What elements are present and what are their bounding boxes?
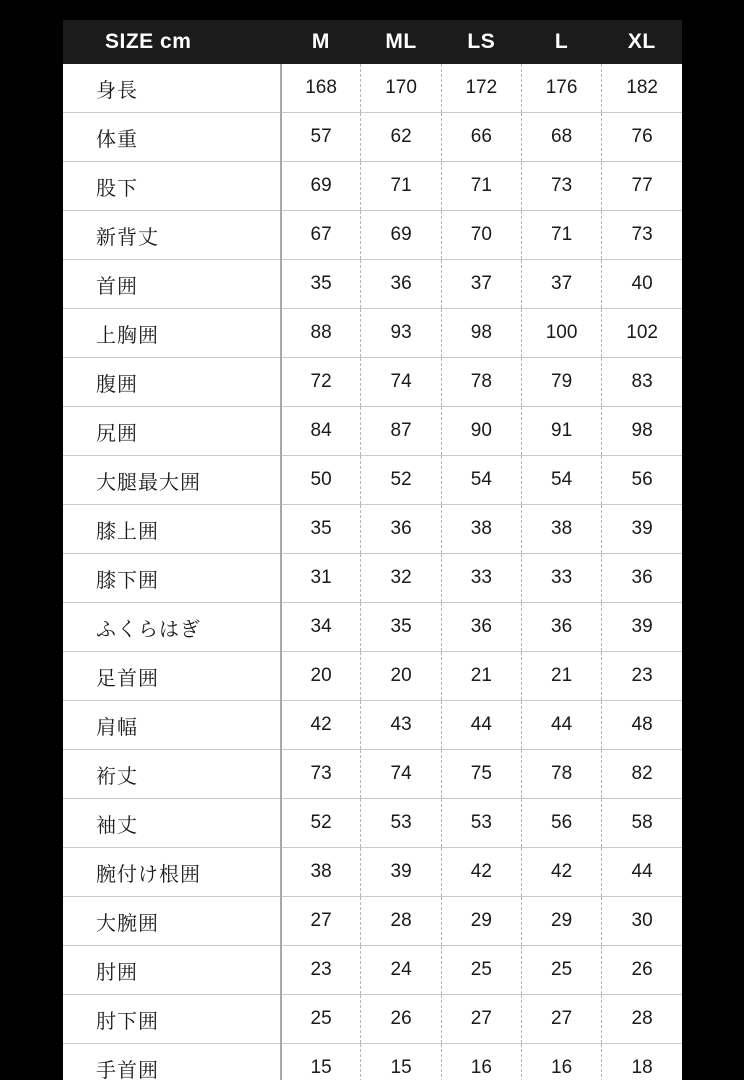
- table-row: [63, 897, 682, 946]
- row-label: 裄丈: [63, 750, 281, 799]
- table-row: [63, 64, 682, 113]
- cell-value: 20: [281, 652, 361, 701]
- table-row: [63, 162, 682, 211]
- cell-value: 23: [602, 652, 682, 701]
- cell-value: 18: [602, 1044, 682, 1080]
- cell-value: 40: [602, 260, 682, 309]
- cell-value: 42: [521, 848, 601, 897]
- cell-value: 69: [361, 211, 441, 260]
- table-row: [63, 652, 682, 701]
- table-row: [63, 211, 682, 260]
- cell-value: 98: [441, 309, 521, 358]
- cell-value: 48: [602, 701, 682, 750]
- cell-value: 29: [521, 897, 601, 946]
- row-label: 体重: [63, 113, 281, 162]
- cell-value: 37: [521, 260, 601, 309]
- cell-value: 53: [361, 799, 441, 848]
- cell-value: 102: [602, 309, 682, 358]
- cell-value: 36: [602, 554, 682, 603]
- cell-value: 182: [602, 64, 682, 113]
- cell-value: 15: [361, 1044, 441, 1080]
- cell-value: 75: [441, 750, 521, 799]
- table-header: [63, 20, 682, 64]
- cell-value: 93: [361, 309, 441, 358]
- cell-value: 67: [281, 211, 361, 260]
- cell-value: 39: [361, 848, 441, 897]
- row-label: 身長: [63, 64, 281, 113]
- cell-value: 44: [441, 701, 521, 750]
- cell-value: 38: [441, 505, 521, 554]
- cell-value: 16: [441, 1044, 521, 1080]
- cell-value: 56: [602, 456, 682, 505]
- cell-value: 72: [281, 358, 361, 407]
- header-col-m: M: [311, 30, 330, 53]
- row-label: 膝上囲: [63, 505, 281, 554]
- table-row: [63, 456, 682, 505]
- table-row: [63, 113, 682, 162]
- cell-value: 83: [602, 358, 682, 407]
- cell-value: 21: [521, 652, 601, 701]
- size-chart-sheet: [63, 20, 682, 1080]
- cell-value: 31: [281, 554, 361, 603]
- cell-value: 15: [281, 1044, 361, 1080]
- row-label: 首囲: [63, 260, 281, 309]
- cell-value: 27: [281, 897, 361, 946]
- cell-value: 77: [602, 162, 682, 211]
- cell-value: 54: [521, 456, 601, 505]
- cell-value: 29: [441, 897, 521, 946]
- cell-value: 38: [521, 505, 601, 554]
- cell-value: 35: [281, 260, 361, 309]
- table-row: [63, 358, 682, 407]
- cell-value: 73: [281, 750, 361, 799]
- table-row: [63, 407, 682, 456]
- size-chart-table: [63, 20, 682, 1080]
- row-label: 腹囲: [63, 358, 281, 407]
- cell-value: 39: [602, 505, 682, 554]
- cell-value: 98: [602, 407, 682, 456]
- cell-value: 70: [441, 211, 521, 260]
- cell-value: 30: [602, 897, 682, 946]
- table-row: [63, 1044, 682, 1080]
- cell-value: 32: [361, 554, 441, 603]
- header-size-unit: SIZE cm: [105, 30, 192, 53]
- cell-value: 84: [281, 407, 361, 456]
- cell-value: 56: [521, 799, 601, 848]
- row-label: 股下: [63, 162, 281, 211]
- table-row: [63, 946, 682, 995]
- row-label: ふくらはぎ: [63, 603, 281, 652]
- cell-value: 36: [441, 603, 521, 652]
- row-label: 上胸囲: [63, 309, 281, 358]
- cell-value: 100: [521, 309, 601, 358]
- cell-value: 73: [602, 211, 682, 260]
- cell-value: 53: [441, 799, 521, 848]
- cell-value: 68: [521, 113, 601, 162]
- row-label: 腕付け根囲: [63, 848, 281, 897]
- cell-value: 50: [281, 456, 361, 505]
- cell-value: 25: [441, 946, 521, 995]
- cell-value: 172: [441, 64, 521, 113]
- cell-value: 52: [281, 799, 361, 848]
- table-row: [63, 260, 682, 309]
- table-row: [63, 309, 682, 358]
- cell-value: 87: [361, 407, 441, 456]
- cell-value: 25: [281, 995, 361, 1044]
- header-col-ls: LS: [467, 30, 496, 53]
- cell-value: 58: [602, 799, 682, 848]
- cell-value: 66: [441, 113, 521, 162]
- cell-value: 71: [441, 162, 521, 211]
- row-label: 袖丈: [63, 799, 281, 848]
- cell-value: 62: [361, 113, 441, 162]
- cell-value: 42: [281, 701, 361, 750]
- cell-value: 78: [441, 358, 521, 407]
- table-row: [63, 750, 682, 799]
- cell-value: 33: [441, 554, 521, 603]
- cell-value: 78: [521, 750, 601, 799]
- cell-value: 90: [441, 407, 521, 456]
- cell-value: 76: [602, 113, 682, 162]
- cell-value: 37: [441, 260, 521, 309]
- cell-value: 20: [361, 652, 441, 701]
- table-row: [63, 995, 682, 1044]
- row-label: 肘下囲: [63, 995, 281, 1044]
- cell-value: 27: [521, 995, 601, 1044]
- cell-value: 52: [361, 456, 441, 505]
- cell-value: 35: [361, 603, 441, 652]
- header-col-xl: XL: [627, 30, 656, 53]
- cell-value: 33: [521, 554, 601, 603]
- cell-value: 39: [602, 603, 682, 652]
- cell-value: 168: [281, 64, 361, 113]
- table-row: [63, 603, 682, 652]
- cell-value: 57: [281, 113, 361, 162]
- header-col-l: L: [554, 30, 569, 53]
- row-label: 尻囲: [63, 407, 281, 456]
- table-row: [63, 554, 682, 603]
- row-label: 肩幅: [63, 701, 281, 750]
- cell-value: 71: [361, 162, 441, 211]
- row-label: 足首囲: [63, 652, 281, 701]
- cell-value: 21: [441, 652, 521, 701]
- header-col-ml: ML: [385, 30, 417, 53]
- table-row: [63, 799, 682, 848]
- table-row: [63, 848, 682, 897]
- cell-value: 27: [441, 995, 521, 1044]
- row-label: 肘囲: [63, 946, 281, 995]
- table-row: [63, 701, 682, 750]
- cell-value: 28: [361, 897, 441, 946]
- cell-value: 35: [281, 505, 361, 554]
- row-label: 手首囲: [63, 1044, 281, 1080]
- cell-value: 36: [361, 260, 441, 309]
- cell-value: 43: [361, 701, 441, 750]
- table-header-row: [63, 20, 682, 64]
- row-label: 大腕囲: [63, 897, 281, 946]
- cell-value: 44: [602, 848, 682, 897]
- cell-value: 25: [521, 946, 601, 995]
- cell-value: 88: [281, 309, 361, 358]
- cell-value: 71: [521, 211, 601, 260]
- cell-value: 69: [281, 162, 361, 211]
- cell-value: 34: [281, 603, 361, 652]
- table-body: [63, 64, 682, 1080]
- cell-value: 79: [521, 358, 601, 407]
- cell-value: 91: [521, 407, 601, 456]
- cell-value: 44: [521, 701, 601, 750]
- cell-value: 26: [602, 946, 682, 995]
- cell-value: 73: [521, 162, 601, 211]
- cell-value: 23: [281, 946, 361, 995]
- cell-value: 28: [602, 995, 682, 1044]
- cell-value: 74: [361, 750, 441, 799]
- cell-value: 54: [441, 456, 521, 505]
- cell-value: 36: [361, 505, 441, 554]
- cell-value: 42: [441, 848, 521, 897]
- cell-value: 170: [361, 64, 441, 113]
- row-label: 新背丈: [63, 211, 281, 260]
- cell-value: 176: [521, 64, 601, 113]
- cell-value: 36: [521, 603, 601, 652]
- cell-value: 38: [281, 848, 361, 897]
- cell-value: 26: [361, 995, 441, 1044]
- table-row: [63, 505, 682, 554]
- cell-value: 82: [602, 750, 682, 799]
- cell-value: 74: [361, 358, 441, 407]
- row-label: 大腿最大囲: [63, 456, 281, 505]
- cell-value: 24: [361, 946, 441, 995]
- cell-value: 16: [521, 1044, 601, 1080]
- row-label: 膝下囲: [63, 554, 281, 603]
